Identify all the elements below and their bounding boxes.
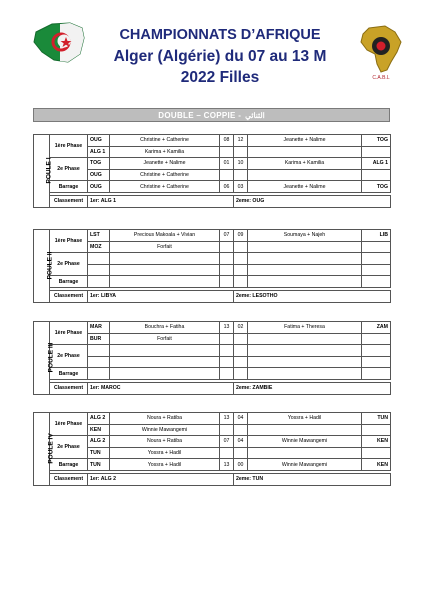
match-row <box>34 241 391 253</box>
phase-label: 2e Phase <box>50 158 88 181</box>
team-b-names <box>248 253 362 265</box>
team-b-names <box>248 169 362 181</box>
team-b-score <box>234 447 248 459</box>
team-a-names: Jeanette + Nalime <box>110 158 220 170</box>
team-b-score <box>234 356 248 368</box>
team-a-names: Noura + Ratiba <box>110 413 220 425</box>
team-a-code <box>88 356 110 368</box>
team-b-names: Winnie Mawangemi <box>248 459 362 471</box>
team-b-score <box>234 345 248 357</box>
first-place: 1er: MAROC <box>88 382 234 394</box>
team-a-code: KEN <box>88 424 110 436</box>
team-a-names: Yossra + Hadil <box>110 447 220 459</box>
team-b-names <box>248 333 362 345</box>
team-a-score: 13 <box>220 322 234 334</box>
team-a-code: TOG <box>88 158 110 170</box>
phase-label: 1ère Phase <box>50 322 88 345</box>
team-b-code <box>362 169 391 181</box>
team-b-score <box>234 333 248 345</box>
classement-label: Classement <box>50 195 88 207</box>
match-row <box>34 230 391 242</box>
second-place: 2eme: OUG <box>234 195 391 207</box>
team-a-score <box>220 424 234 436</box>
team-b-names <box>248 447 362 459</box>
team-b-names: Karima + Kamilia <box>248 158 362 170</box>
team-a-names <box>110 264 220 276</box>
classement-row <box>34 195 391 207</box>
match-row <box>34 333 391 345</box>
team-a-names <box>110 345 220 357</box>
team-a-code <box>88 368 110 380</box>
team-b-score: 12 <box>234 135 248 147</box>
match-row <box>34 413 391 425</box>
team-b-code <box>362 424 391 436</box>
team-b-names: Soumaya + Najeh <box>248 230 362 242</box>
team-a-code: OUG <box>88 181 110 193</box>
team-a-names <box>110 253 220 265</box>
team-a-names: Christine + Catherine <box>110 135 220 147</box>
team-b-score: 03 <box>234 181 248 193</box>
team-a-names: Karima + Kamilia <box>110 146 220 158</box>
phase-label: 2e Phase <box>50 436 88 459</box>
match-row <box>34 345 391 357</box>
team-b-code: LIB <box>362 230 391 242</box>
team-a-names: Christine + Catherine <box>110 181 220 193</box>
team-b-code <box>362 253 391 265</box>
team-a-names: Christine + Catherine <box>110 169 220 181</box>
match-row <box>34 356 391 368</box>
phase-label: 1ère Phase <box>50 135 88 158</box>
team-a-code <box>88 253 110 265</box>
second-place: 2eme: TUN <box>234 473 391 485</box>
match-row <box>34 436 391 448</box>
poule-table <box>33 134 391 208</box>
team-b-score <box>234 368 248 380</box>
team-b-code: ALG 1 <box>362 158 391 170</box>
team-b-score: 04 <box>234 436 248 448</box>
team-a-score: 07 <box>220 436 234 448</box>
team-a-code <box>88 345 110 357</box>
classement-row <box>34 382 391 394</box>
phase-label: Barrage <box>50 181 88 193</box>
team-b-code: TOG <box>362 181 391 193</box>
poule-table <box>33 412 391 486</box>
poule-label <box>34 413 55 486</box>
phase-label: Barrage <box>50 368 88 380</box>
team-b-code <box>362 356 391 368</box>
team-a-names: Winnie Mawangemi <box>110 424 220 436</box>
team-a-score: 06 <box>220 181 234 193</box>
team-a-names <box>110 356 220 368</box>
team-a-score: 13 <box>220 413 234 425</box>
team-a-names: Noura + Ratiba <box>110 436 220 448</box>
team-a-code: TUN <box>88 447 110 459</box>
team-a-code <box>88 264 110 276</box>
team-a-names: Precious Makoala + Vivian <box>110 230 220 242</box>
phase-label: Barrage <box>50 459 88 471</box>
match-row <box>34 368 391 380</box>
phase-label: Barrage <box>50 276 88 288</box>
phase-label: 2e Phase <box>50 345 88 368</box>
team-a-score <box>220 169 234 181</box>
team-b-names <box>248 424 362 436</box>
first-place: 1er: ALG 2 <box>88 473 234 485</box>
team-b-code <box>362 447 391 459</box>
first-place: 1er: LIBYA <box>88 290 234 302</box>
team-b-code: TOG <box>362 135 391 147</box>
team-b-score <box>234 146 248 158</box>
team-b-score <box>234 169 248 181</box>
team-b-code <box>362 333 391 345</box>
team-b-code <box>362 276 391 288</box>
match-row <box>34 146 391 158</box>
team-b-score <box>234 276 248 288</box>
federation-africa-logo <box>355 22 407 80</box>
team-b-score <box>234 241 248 253</box>
match-row <box>34 181 391 193</box>
team-a-code <box>88 276 110 288</box>
team-b-code: KEN <box>362 459 391 471</box>
team-b-code: KEN <box>362 436 391 448</box>
team-a-score <box>220 146 234 158</box>
team-a-code: OUG <box>88 169 110 181</box>
team-a-code: ALG 1 <box>88 146 110 158</box>
section-title: DOUBLE – COPPIE - <box>158 110 242 120</box>
team-a-score <box>220 253 234 265</box>
team-b-names <box>248 264 362 276</box>
classement-row <box>34 290 391 302</box>
team-b-code: ZAM <box>362 322 391 334</box>
team-b-code <box>362 345 391 357</box>
team-a-score: 07 <box>220 230 234 242</box>
team-a-score: 13 <box>220 459 234 471</box>
team-a-score <box>220 368 234 380</box>
team-b-names <box>248 356 362 368</box>
team-a-code: ALG 2 <box>88 413 110 425</box>
poule-name: POULE IV <box>47 433 55 464</box>
match-row <box>34 322 391 334</box>
team-a-score <box>220 333 234 345</box>
team-b-code: TUN <box>362 413 391 425</box>
team-a-score <box>220 356 234 368</box>
team-a-names: Bouchra + Fatiha <box>110 322 220 334</box>
poule-table <box>33 229 391 303</box>
team-b-names: Yossra + Hadil <box>248 413 362 425</box>
team-a-score <box>220 276 234 288</box>
team-a-score <box>220 345 234 357</box>
team-a-code: BUR <box>88 333 110 345</box>
match-row <box>34 424 391 436</box>
match-row <box>34 135 391 147</box>
algeria-map-logo <box>30 18 88 66</box>
team-b-score: 10 <box>234 158 248 170</box>
title-line-1: CHAMPIONNATS D’AFRIQUE <box>119 27 321 43</box>
match-row <box>34 169 391 181</box>
team-b-score <box>234 264 248 276</box>
team-b-names <box>248 146 362 158</box>
first-place: 1er: ALG 1 <box>88 195 234 207</box>
poule-name: POULE I <box>45 157 53 184</box>
poule-label <box>34 322 55 395</box>
team-b-names: Jeanette + Nalime <box>248 135 362 147</box>
team-a-names <box>110 276 220 288</box>
poule-name: POULE III <box>47 342 55 373</box>
team-b-names <box>248 276 362 288</box>
title-line-3: 2022 Filles <box>180 69 260 86</box>
second-place: 2eme: LESOTHO <box>234 290 391 302</box>
team-a-names: Forfait <box>110 241 220 253</box>
classement-row <box>34 473 391 485</box>
team-a-score <box>220 447 234 459</box>
phase-label: 1ère Phase <box>50 413 88 436</box>
section-title-bar <box>33 108 390 122</box>
team-b-names <box>248 345 362 357</box>
match-row <box>34 447 391 459</box>
classement-label: Classement <box>50 473 88 485</box>
phase-label: 2e Phase <box>50 253 88 276</box>
poule-label <box>34 230 54 303</box>
match-row <box>34 264 391 276</box>
team-b-score <box>234 424 248 436</box>
team-a-code: MOZ <box>88 241 110 253</box>
title-line-2: Alger (Algérie) du 07 au 13 M <box>113 48 327 65</box>
team-b-code <box>362 146 391 158</box>
team-b-code <box>362 368 391 380</box>
team-a-score <box>220 264 234 276</box>
team-b-score: 09 <box>234 230 248 242</box>
team-a-code: LST <box>88 230 110 242</box>
classement-label: Classement <box>50 382 88 394</box>
page-header <box>0 0 424 100</box>
classement-label: Classement <box>50 290 88 302</box>
team-a-score <box>220 241 234 253</box>
team-a-code: MAR <box>88 322 110 334</box>
team-a-score: 01 <box>220 158 234 170</box>
second-place: 2eme: ZAMBIE <box>234 382 391 394</box>
section-title-arabic: الثنائي <box>245 110 265 120</box>
team-a-score: 08 <box>220 135 234 147</box>
poule-table <box>33 321 391 395</box>
team-b-score <box>234 253 248 265</box>
match-row <box>34 158 391 170</box>
team-b-score: 04 <box>234 413 248 425</box>
team-b-score: 02 <box>234 322 248 334</box>
poule-name: POULE II <box>46 251 54 280</box>
team-a-code: OUG <box>88 135 110 147</box>
team-b-names <box>248 241 362 253</box>
team-a-names <box>110 368 220 380</box>
match-row <box>34 459 391 471</box>
team-a-code: TUN <box>88 459 110 471</box>
team-b-score: 00 <box>234 459 248 471</box>
team-b-code <box>362 241 391 253</box>
federation-logo-text: C.A.B.L <box>372 75 390 81</box>
team-b-names: Fatima + Theresa <box>248 322 362 334</box>
match-row <box>34 253 391 265</box>
team-a-code: ALG 2 <box>88 436 110 448</box>
team-b-code <box>362 264 391 276</box>
team-a-names: Forfait <box>110 333 220 345</box>
match-row <box>34 276 391 288</box>
team-b-names <box>248 368 362 380</box>
team-b-names: Jeanette + Nalime <box>248 181 362 193</box>
phase-label: 1ère Phase <box>50 230 88 253</box>
team-b-names: Winnie Mawangemi <box>248 436 362 448</box>
team-a-names: Yossra + Hadil <box>110 459 220 471</box>
poule-label <box>34 135 53 208</box>
